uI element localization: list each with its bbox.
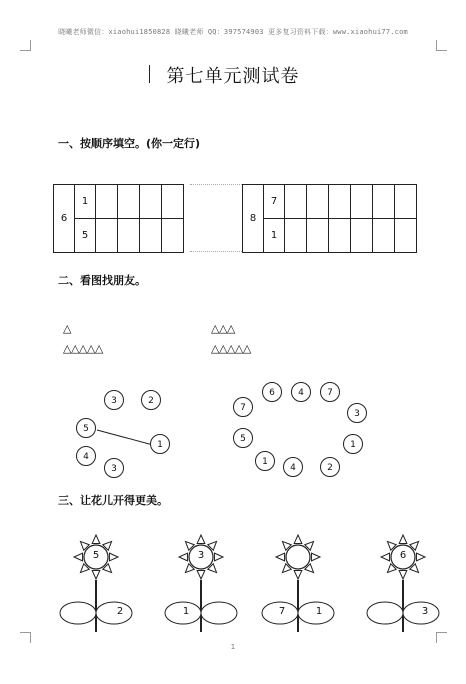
flowers-illustration [0, 520, 466, 635]
number-circle[interactable]: 7 [320, 382, 340, 402]
flower3-left-leaf-number: 7 [278, 606, 286, 617]
flower4-petal [399, 570, 407, 579]
table1-top-number: 1 [75, 185, 96, 219]
flower2-right-leaf [201, 602, 237, 624]
flower4-petal [381, 553, 390, 561]
flower1-petal [92, 535, 100, 544]
flower1-petal [74, 553, 83, 561]
section2-heading: 二、看图找朋友。 [58, 274, 146, 287]
number-circle[interactable]: 4 [291, 382, 311, 402]
page-header-text: 晓曦老师微信：xiaohui1850828 晓曦老师 QQ：397574903 更多复习资料下载：www.xiaohui77.com [58, 28, 408, 36]
table2-bottom-number: 1 [264, 219, 285, 253]
section3-heading: 三、让花儿开得更美。 [58, 494, 168, 507]
page-title: 第七单元测试卷 [166, 66, 300, 87]
flower3-right-leaf-number: 1 [315, 606, 323, 617]
flower3-center [286, 545, 310, 569]
number-circle[interactable]: 3 [104, 458, 124, 478]
flower1-right-leaf-number: 2 [116, 606, 124, 617]
flower2-center-number: 3 [197, 550, 205, 561]
number-circle[interactable]: 2 [141, 390, 161, 410]
flower1-center-number: 5 [92, 550, 100, 561]
table2-total: 8 [243, 185, 264, 253]
number-circle[interactable]: 7 [233, 397, 253, 417]
flower3-petal [294, 535, 302, 544]
flower2-petal [214, 553, 223, 561]
number-circle[interactable]: 5 [233, 428, 253, 448]
triangle-group-right-1: △△△ [211, 322, 235, 335]
flower4-petal [416, 553, 425, 561]
page-number: 1 [230, 643, 236, 651]
flower3-petal [311, 553, 320, 561]
triangle-group-left-2: △△△△△ [63, 342, 103, 355]
flower2-petal [197, 535, 205, 544]
flower4-right-leaf-number: 3 [421, 606, 429, 617]
flower4-center-number: 6 [399, 550, 407, 561]
number-circle[interactable]: 1 [255, 451, 275, 471]
flower4-petal [399, 535, 407, 544]
flower3-petal [294, 570, 302, 579]
section1-heading: 一、按顺序填空。(你一定行) [58, 137, 201, 150]
number-circle[interactable]: 3 [347, 403, 367, 423]
number-circle[interactable]: 1 [150, 434, 170, 454]
table1-total: 6 [54, 185, 75, 253]
flower2-petal [197, 570, 205, 579]
triangle-group-right-2: △△△△△ [211, 342, 251, 355]
table2-top-number: 7 [264, 185, 285, 219]
flower4-left-leaf [367, 602, 403, 624]
flower3-petal [276, 553, 285, 561]
number-circle[interactable]: 3 [104, 390, 124, 410]
flower1-petal [109, 553, 118, 561]
number-circle[interactable]: 1 [343, 434, 363, 454]
number-circle[interactable]: 4 [76, 446, 96, 466]
flower1-left-leaf [60, 602, 96, 624]
number-circle[interactable]: 4 [283, 457, 303, 477]
triangle-group-left-1: △ [63, 322, 71, 335]
flower2-petal [179, 553, 188, 561]
flower1-petal [92, 570, 100, 579]
number-circle[interactable]: 5 [76, 418, 96, 438]
number-circle[interactable]: 6 [262, 382, 282, 402]
number-circle[interactable]: 2 [320, 457, 340, 477]
table1-bottom-number: 5 [75, 219, 96, 253]
flower2-left-leaf-number: 1 [182, 606, 190, 617]
